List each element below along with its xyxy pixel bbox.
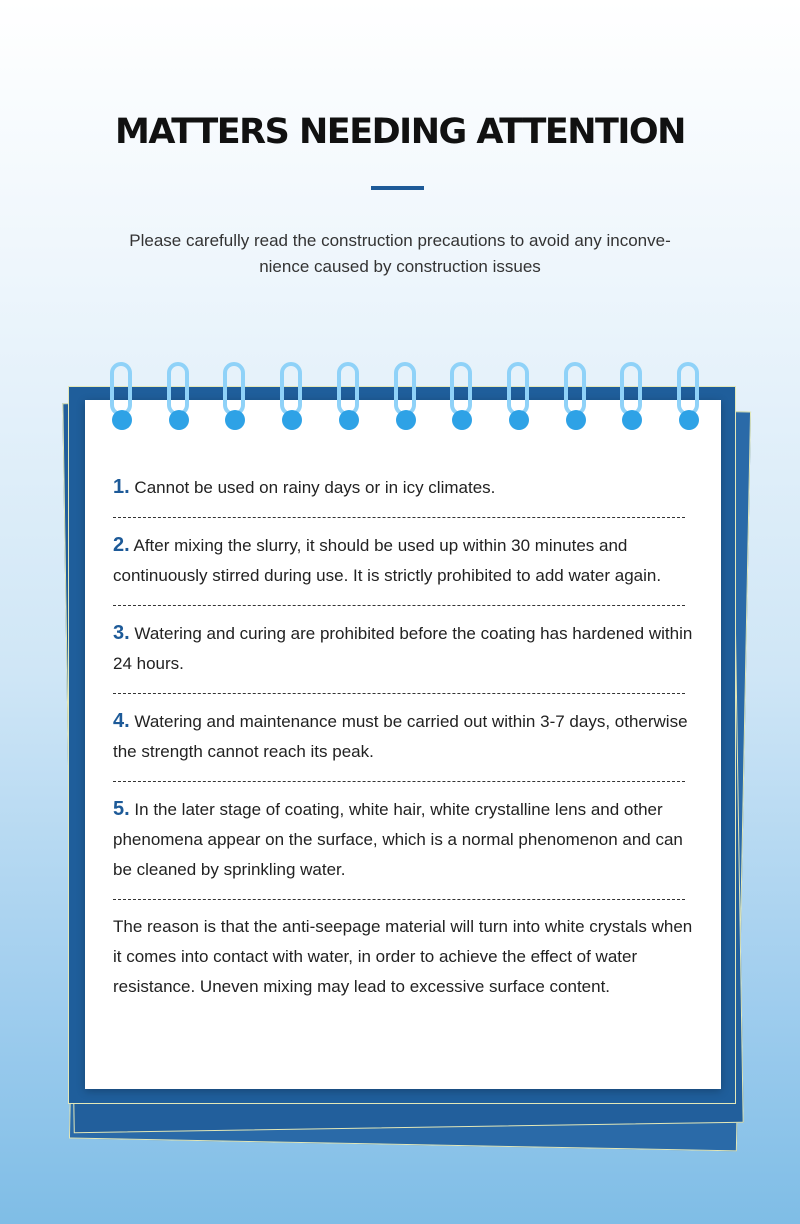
ring-loop [620,362,642,416]
ring-hole [339,410,359,430]
ring-hole [112,410,132,430]
dashed-divider [113,781,685,782]
spiral-ring [450,362,472,414]
ring-loop [337,362,359,416]
note-number: 3. [113,622,130,644]
ring-loop [167,362,189,416]
ring-hole [169,410,189,430]
spiral-ring [110,362,132,414]
subtitle-line-2: nience caused by construction issues [259,257,541,276]
note-text: After mixing the slurry, it should be used up within 30 minutes and continuously stirred during use. It is strictly prohibited to add water again. [113,536,662,585]
spiral-ring [223,362,245,414]
ring-hole [679,410,699,430]
note-text: Watering and maintenance must be carried out within 3-7 days, otherwise the strength cannot reach its peak. [113,712,688,761]
notes-list [113,472,693,1002]
note-item-4 [113,706,693,767]
spiral-ring [280,362,302,414]
spiral-ring [337,362,359,414]
note-item-1 [113,472,693,503]
note-text: In the later stage of coating, white hair, white crystalline lens and other phenomena appear on the surface, which is a normal phenomenon and can be cleaned by sprinkling water. [113,800,683,879]
ring-loop [394,362,416,416]
dashed-divider [113,605,685,606]
title-divider [371,186,424,190]
ring-loop [450,362,472,416]
ring-hole [509,410,529,430]
dashed-divider [113,899,685,900]
dashed-divider [113,517,685,518]
ring-hole [282,410,302,430]
spiral-ring [564,362,586,414]
page-title: MATTERS NEEDING ATTENTION [115,112,685,152]
note-number: 5. [113,798,130,820]
note-text: Cannot be used on rainy days or in icy climates. [134,478,496,497]
note-item-2 [113,530,693,591]
ring-loop [223,362,245,416]
spiral-ring [677,362,699,414]
ring-loop [280,362,302,416]
note-number: 1. [113,476,130,498]
spiral-ring [167,362,189,414]
note-item-5 [113,794,693,885]
note-item-3 [113,618,693,679]
ring-hole [566,410,586,430]
spiral-ring [507,362,529,414]
page-subtitle [100,228,700,280]
note-text: Watering and curing are prohibited before the coating has hardened within 24 hours. [113,624,693,673]
note-number: 4. [113,710,130,732]
ring-loop [110,362,132,416]
spiral-ring [620,362,642,414]
subtitle-line-1: Please carefully read the construction precautions to avoid any inconve- [129,231,671,250]
ring-loop [507,362,529,416]
ring-hole [396,410,416,430]
note-number: 2. [113,534,130,556]
reason-text: The reason is that the anti-seepage material will turn into white crystals when it comes into contact with water, in order to achieve the effect of water resistance. Uneven mixing may lead to excessive surface content. [113,917,693,996]
ring-loop [564,362,586,416]
ring-loop [677,362,699,416]
dashed-divider [113,693,685,694]
spiral-ring [394,362,416,414]
